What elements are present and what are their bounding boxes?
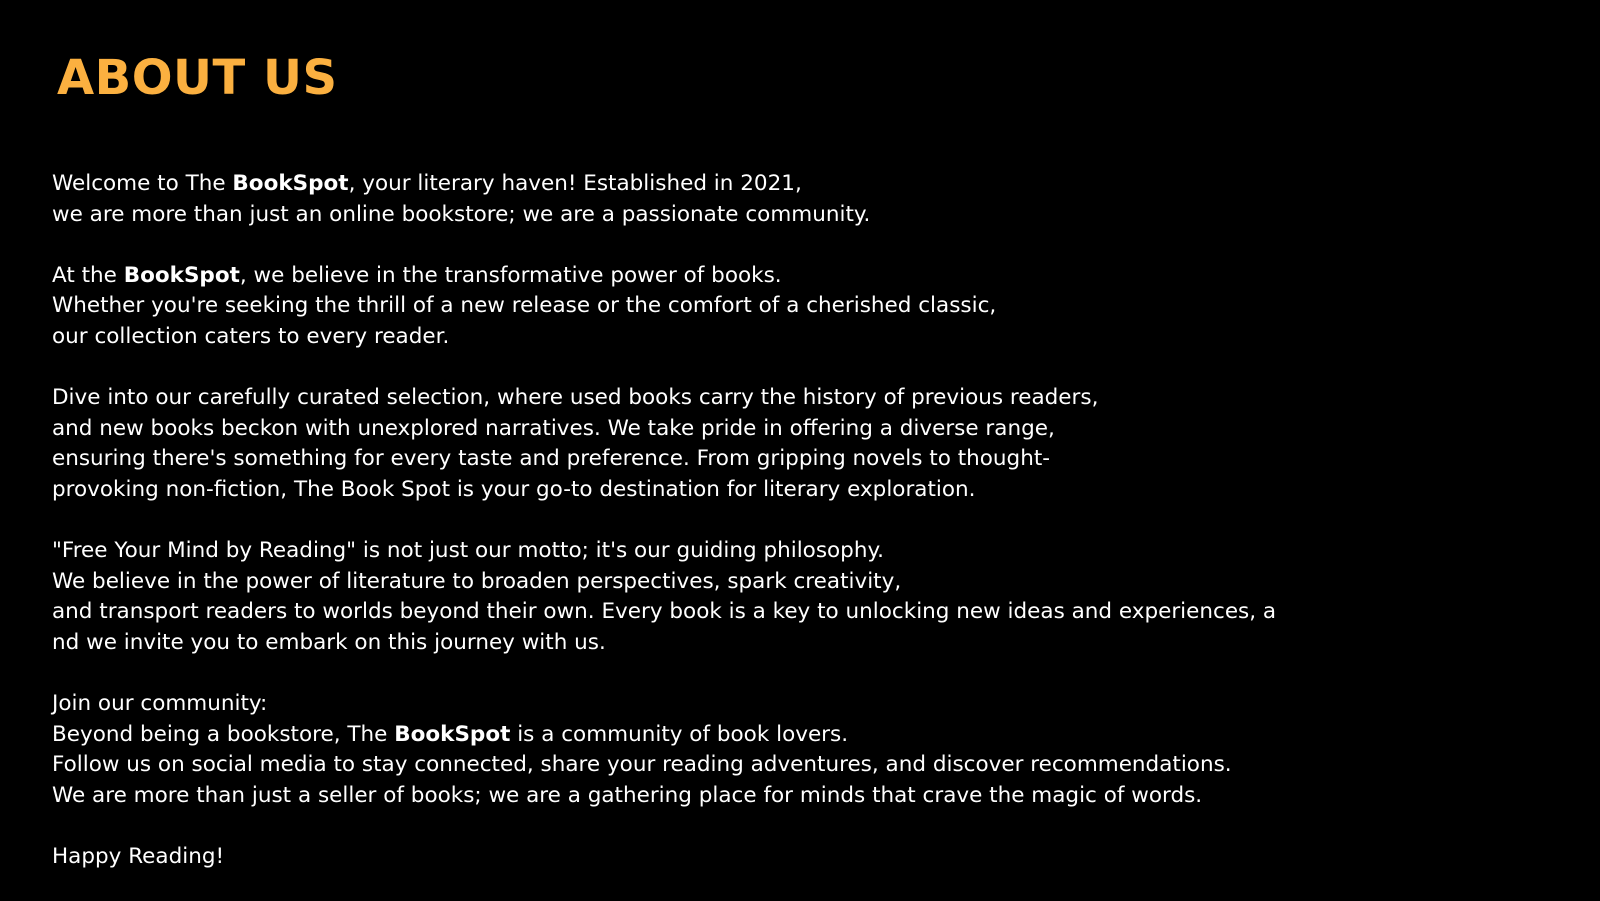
text-line — [52, 720, 1552, 751]
paragraph-spacer — [52, 230, 1552, 261]
brand-name: BookSpot — [394, 721, 511, 747]
text-segment: , your literary haven! Established in 2021, — [348, 171, 802, 196]
paragraph-selection — [52, 383, 1552, 505]
paragraph-motto — [52, 536, 1552, 658]
text-line: We are more than just a seller of books; we are a gathering place for minds that crave the magic of words. — [52, 782, 1203, 808]
about-content — [52, 169, 1552, 873]
text-line: our collection caters to every reader. — [52, 323, 450, 349]
text-line: "Free Your Mind by Reading" is not just our motto; it's our guiding philosophy. — [52, 538, 884, 564]
paragraph-spacer — [52, 659, 1552, 690]
paragraph-welcome — [52, 169, 1552, 230]
page-title: ABOUT US — [57, 50, 338, 106]
text-line: provoking non-fiction, The Book Spot is your go-to destination for literary exploration. — [52, 476, 976, 502]
text-line: Happy Reading! — [52, 844, 225, 870]
text-line: Follow us on social media to stay connected, share your reading adventures, and discover recommendations. — [52, 752, 1232, 778]
text-line: Dive into our carefully curated selection, where used books carry the history of previous readers, — [52, 385, 1099, 411]
text-line: Whether you're seeking the thrill of a new release or the comfort of a cherished classic, — [52, 293, 997, 319]
text-line: nd we invite you to embark on this journey with us. — [52, 629, 606, 655]
text-segment: Welcome to The — [52, 171, 233, 196]
text-line: we are more than just an online bookstore; we are a passionate community. — [52, 201, 871, 227]
text-line: and transport readers to worlds beyond their own. Every book is a key to unlocking new ideas and experiences, a — [52, 599, 1277, 625]
text-line — [52, 169, 1552, 200]
text-line: and new books beckon with unexplored narratives. We take pride in offering a diverse range, — [52, 415, 1055, 441]
paragraph-community — [52, 689, 1552, 811]
text-line: Join our community: — [52, 691, 268, 717]
text-segment: At the — [52, 262, 124, 288]
text-segment: Beyond being a bookstore, The — [52, 721, 395, 747]
paragraph-signoff — [52, 842, 1552, 873]
paragraph-spacer — [52, 506, 1552, 537]
text-segment: , we believe in the transformative power of books. — [239, 262, 782, 288]
paragraph-spacer — [52, 811, 1552, 842]
text-segment: is a community of book lovers. — [510, 721, 849, 747]
text-line — [52, 261, 1552, 292]
text-line: ensuring there's something for every taste and preference. From gripping novels to thought- — [52, 446, 1051, 472]
paragraph-spacer — [52, 353, 1552, 384]
brand-name: BookSpot — [123, 262, 240, 288]
paragraph-belief — [52, 261, 1552, 353]
brand-name: BookSpot — [232, 171, 349, 196]
text-line: We believe in the power of literature to broaden perspectives, spark creativity, — [52, 568, 902, 594]
